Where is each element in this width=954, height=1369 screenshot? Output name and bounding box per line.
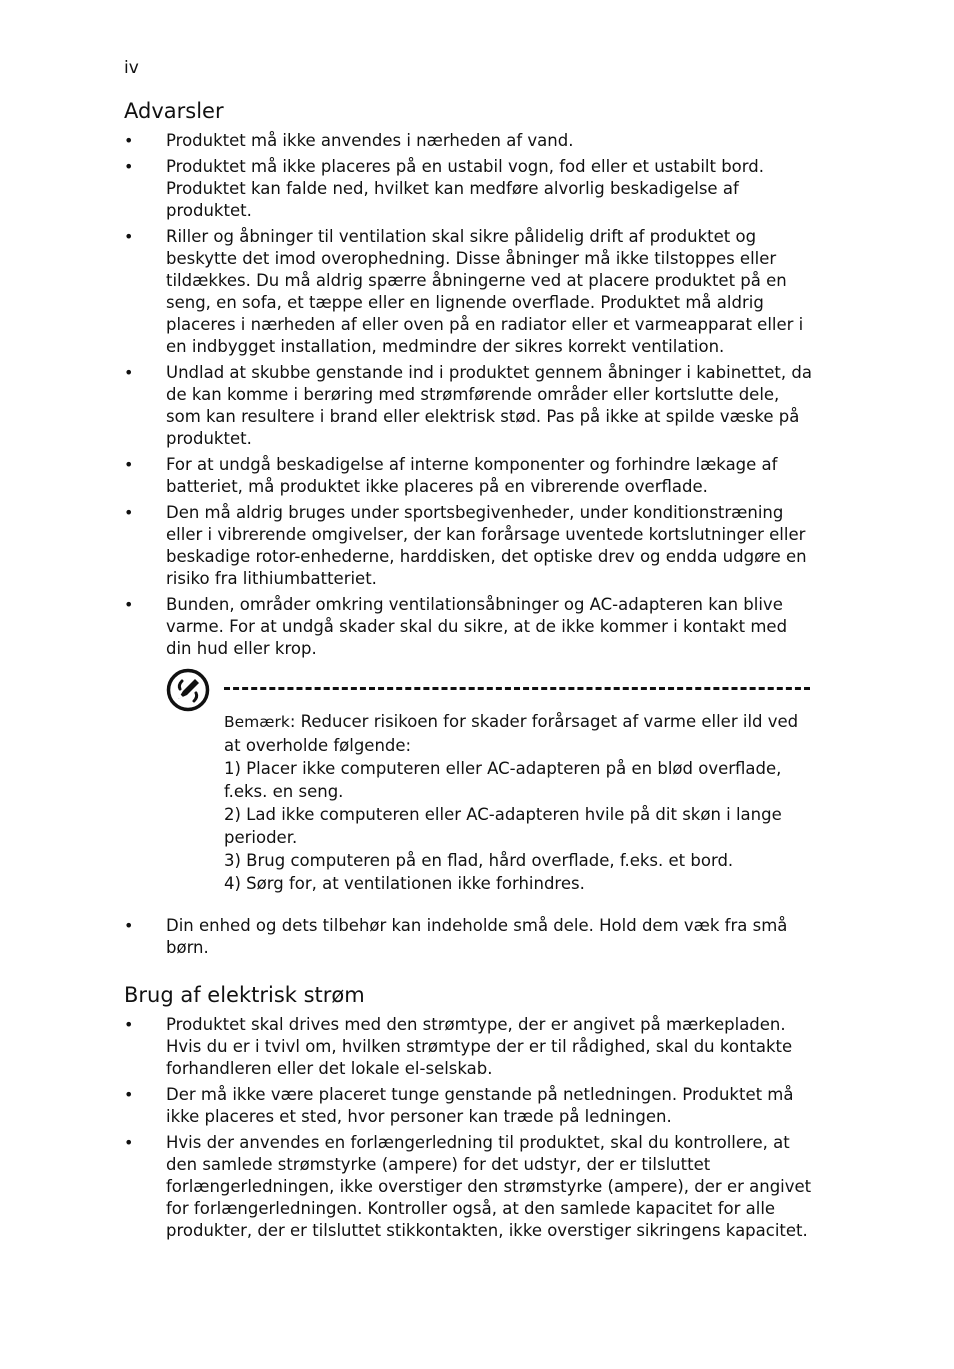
note-icon	[166, 668, 210, 712]
list-item: • Undlad at skubbe genstande ind i produktet gennem åbninger i kabinettet, da de kan komme i berøring med strømførende områder eller kortslutte dele, som kan resultere i brand eller elektrisk stød. Pas på ikke at spilde væske på produktet.	[124, 363, 812, 448]
list-item: • Riller og åbninger til ventilation skal sikre pålidelig drift af produktet og beskytte det imod overophedning. Disse åbninger må ikke tilstoppes eller tildækkes. Du må aldrig spærre åbningerne ved at placere produktet på en seng, en sofa, et tæppe eller en lignende overflade. Produktet må aldrig placeres i nærheden af eller oven på en radiator eller et varmeapparat eller i en indbygget installation, medmindre der sikres korrekt ventilation.	[124, 227, 804, 356]
bullet-icon: •	[124, 1015, 134, 1034]
list-item: • Bunden, områder omkring ventilationsåbninger og AC-adapteren kan blive varme. For at undgå skader skal du sikre, at de ikke kommer i kontakt med din hud eller krop.	[124, 595, 788, 658]
bullet-icon: •	[124, 916, 134, 935]
list-item: • Hvis der anvendes en forlængerledning til produktet, skal du kontrollere, at den samlede strømstyrke (ampere) for det udstyr, der er tilsluttet forlængerledningen, ikke overstiger den strømstyrke (ampere), der er angivet for forlængerledningen. Kontroller også, at den samlede kapacitet for alle produkter, der er tilsluttet stikkontakten, ikke overstiger sikringens kapacitet.	[124, 1133, 812, 1240]
list-item: • Produktet må ikke placeres på en ustabil vogn, fod eller et ustabilt bord. Produktet kan falde ned, hvilket kan medføre alvorlig beskadigelse af produktet.	[124, 157, 764, 220]
list-item: • Din enhed og dets tilbehør kan indeholde små dele. Hold dem væk fra små børn.	[124, 916, 788, 957]
note-line: 2) Lad ikke computeren eller AC-adapteren hvile på dit skøn i lange perioder.	[224, 805, 782, 847]
bullet-icon: •	[124, 455, 134, 474]
bullet-icon: •	[124, 157, 134, 176]
note-line: 1) Placer ikke computeren eller AC-adapteren på en blød overflade, f.eks. en seng.	[224, 759, 782, 801]
list-item: • Produktet må ikke anvendes i nærheden af vand.	[124, 131, 574, 150]
note-label: Bemærk	[224, 713, 290, 731]
bullet-icon: •	[124, 595, 134, 614]
list-item: • Der må ikke være placeret tunge genstande på netledningen. Produktet må ikke placeres et sted, hvor personer kan træde på ledningen.	[124, 1085, 794, 1126]
page-number: iv	[124, 58, 139, 78]
bullet-icon: •	[124, 503, 134, 522]
list-item: • For at undgå beskadigelse af interne komponenter og forhindre lækage af batteriet, må produktet ikke placeres på en vibrerende overflade.	[124, 455, 778, 496]
note-line: 3) Brug computeren på en flad, hård overflade, f.eks. et bord.	[224, 851, 734, 870]
warnings-list-continued	[124, 915, 814, 963]
note-line: 4) Sørg for, at ventilationen ikke forhindres.	[224, 874, 585, 893]
section-title-power: Brug af elektrisk strøm	[124, 983, 365, 1007]
note-text	[224, 710, 810, 895]
power-list	[124, 1014, 814, 1246]
note-intro: : Reducer risikoen for skader forårsaget af varme eller ild ved at overholde følgende:	[224, 712, 799, 755]
list-item: • Produktet skal drives med den strømtype, der er angivet på mærkepladen. Hvis du er i tvivl om, hvilken strømtype der er til rådighed, skal du kontakte forhandleren eller det lokale el-selskab.	[124, 1015, 793, 1078]
note-divider	[224, 687, 810, 690]
bullet-icon: •	[124, 363, 134, 382]
list-item: • Den må aldrig bruges under sportsbegivenheder, under konditionstræning eller i vibrerende omgivelser, der kan forårsage uventede kortslutninger eller beskadige rotor-enhederne, harddisken, det optiske drev og endda udgøre en risiko fra lithiumbatteriet.	[124, 503, 807, 588]
section-title-advarsler: Advarsler	[124, 99, 224, 123]
bullet-icon: •	[124, 131, 134, 150]
bullet-icon: •	[124, 1133, 134, 1152]
bullet-icon: •	[124, 1085, 134, 1104]
bullet-icon: •	[124, 227, 134, 246]
warnings-list	[124, 130, 814, 664]
note-box	[166, 668, 812, 900]
